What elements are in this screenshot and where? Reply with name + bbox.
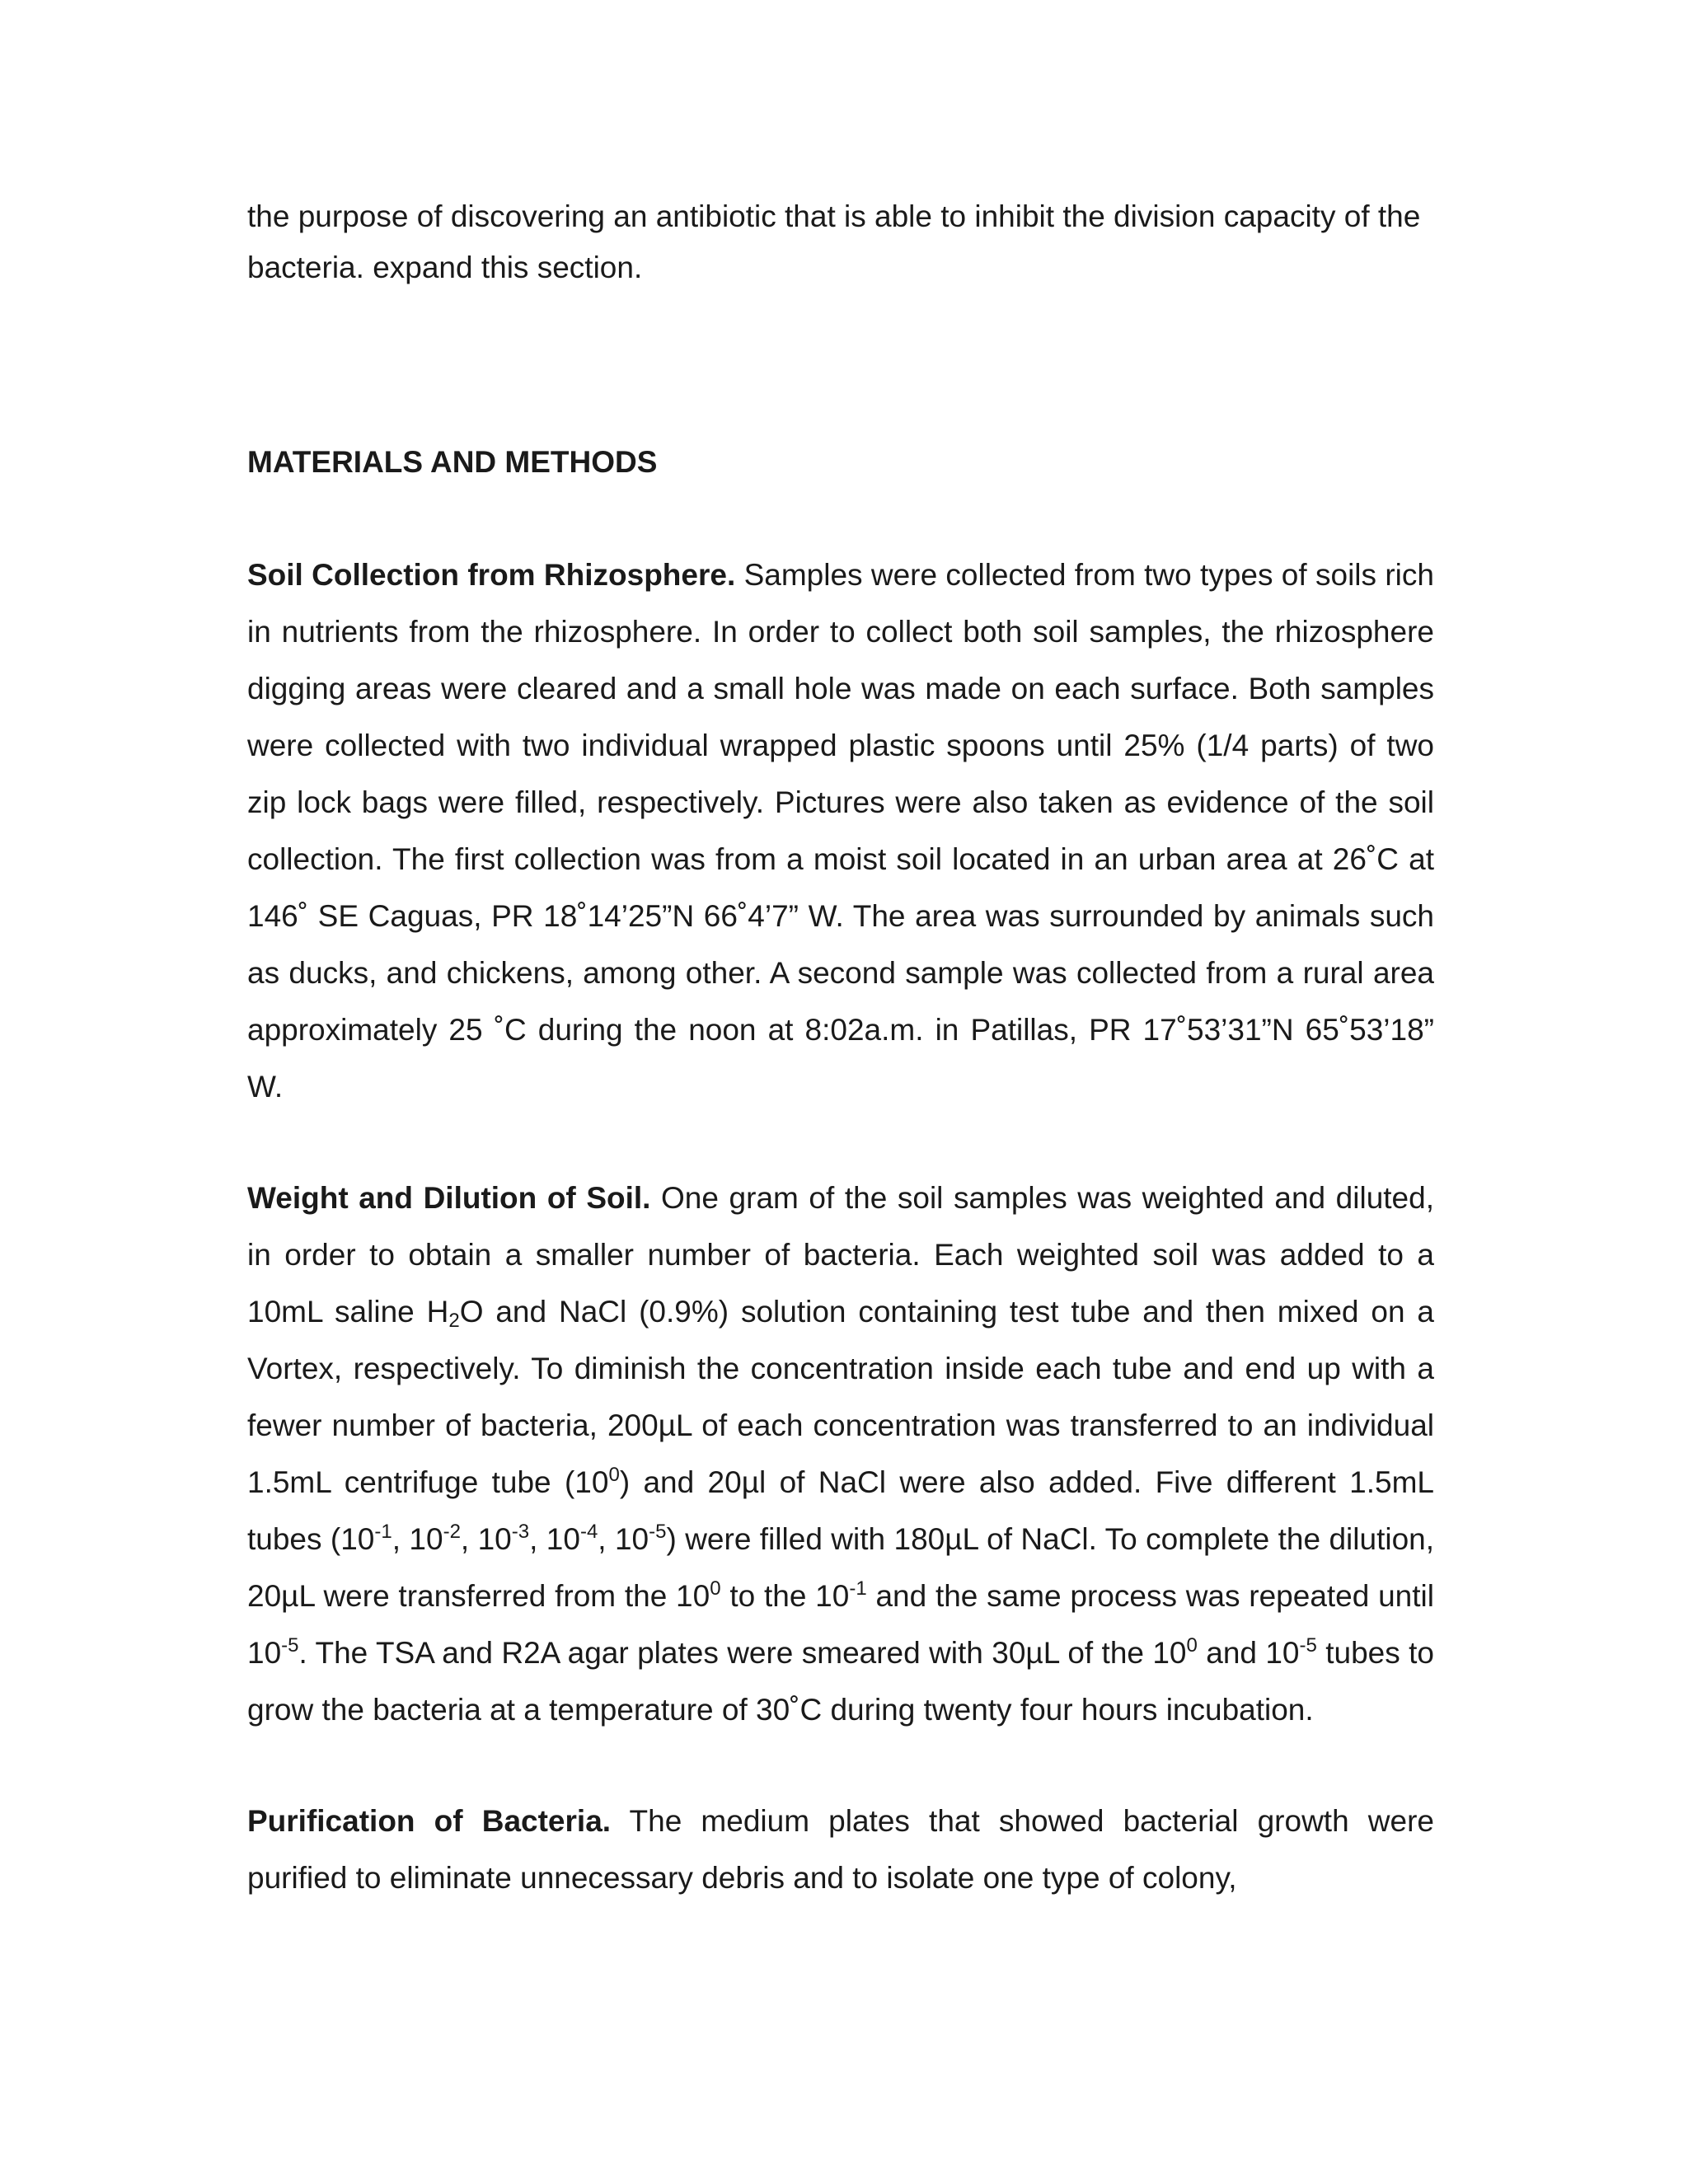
soil-collection-heading: Soil Collection from Rhizosphere. [247, 558, 736, 592]
weight-dilution-paragraph [247, 1169, 1434, 1738]
spacer [247, 1115, 1434, 1169]
weight-dilution-text: , 10 [392, 1522, 443, 1556]
exponent: 0 [608, 1464, 620, 1486]
weight-dilution-text: to the 10 [720, 1579, 850, 1613]
weight-dilution-text: and 10 [1197, 1636, 1300, 1670]
exponent: -3 [511, 1521, 530, 1543]
exponent: -1 [849, 1577, 867, 1600]
soil-collection-paragraph [247, 546, 1434, 1115]
weight-dilution-text: , 10 [529, 1522, 580, 1556]
exponent: -5 [281, 1634, 299, 1657]
spacer [247, 293, 1434, 434]
soil-collection-body: Samples were collected from two types of soils rich in nutrients from the rhizosphere. In order to collect both soil samples, the rhizosphere digging areas were cleared and a small hole was made on each surface. Both samples were collected with two individual wrapped plastic spoons until 25% (1/4 parts) of two zip lock bags were filled, respectively. Pictures were also taken as evidence of the soil collection. The first collection was from a moist soil located in an urban area at 26˚C at 146˚ SE Caguas, PR 18˚14’25”N 66˚4’7” W. The area was surrounded by animals such as ducks, and chickens, among other. A second sample was collected from a rural area approximately 25 ˚C during the noon at 8:02a.m. in Patillas, PR 17˚53’31”N 65˚53’18” W. [247, 558, 1434, 1104]
weight-dilution-text: , 10 [598, 1522, 649, 1556]
intro-paragraph: the purpose of discovering an antibiotic that is able to inhibit the division capacity of the bacteria. expand this section. [247, 199, 1421, 284]
exponent: -5 [649, 1521, 667, 1543]
weight-dilution-text: and the same process was repeated until 10 [247, 1579, 1434, 1670]
exponent: 0 [710, 1577, 721, 1600]
purification-body: The medium plates that showed bacterial growth were purified to eliminate unnecessary debris and to isolate one type of colony, [247, 1804, 1434, 1895]
weight-dilution-text: O and NaCl (0.9%) solution containing test tube and then mixed on a Vortex, respectively. To diminish the concentration inside each tube and end up with a fewer number of bacteria, 200µL of each concentration was transferred to an individual 1.5mL centrifuge tube (10 [247, 1295, 1434, 1499]
exponent: 0 [1186, 1634, 1198, 1657]
weight-dilution-text: ) were filled with 180µL of NaCl. To complete the dilution, 20µL were transferred from the 10 [247, 1522, 1435, 1613]
weight-dilution-text: One gram of the soil samples was weighted and diluted, in order to obtain a smaller number of bacteria. Each weighted soil was added to a 10mL saline H [247, 1181, 1434, 1329]
exponent: -4 [579, 1521, 598, 1543]
spacer [247, 1738, 1434, 1793]
exponent: -2 [443, 1521, 461, 1543]
weight-dilution-heading: Weight and Dilution of Soil. [247, 1181, 651, 1215]
exponent: -5 [1299, 1634, 1317, 1657]
weight-dilution-text: , 10 [460, 1522, 512, 1556]
exponent: -1 [374, 1521, 392, 1543]
water-subscript: 2 [448, 1310, 460, 1332]
spacer [247, 490, 1434, 546]
purification-heading: Purification of Bacteria. [247, 1804, 612, 1838]
weight-dilution-text: . The TSA and R2A agar plates were smeared with 30µL of the 10 [298, 1636, 1187, 1670]
weight-dilution-text: tubes to grow the bacteria at a temperature of 30˚C during twenty four hours incubation. [247, 1636, 1434, 1727]
section-heading: MATERIALS AND METHODS [247, 445, 658, 479]
document-page [247, 191, 1434, 1906]
weight-dilution-text: ) and 20µl of NaCl were also added. Five different 1.5mL tubes (10 [247, 1465, 1435, 1556]
purification-paragraph [247, 1793, 1434, 1906]
